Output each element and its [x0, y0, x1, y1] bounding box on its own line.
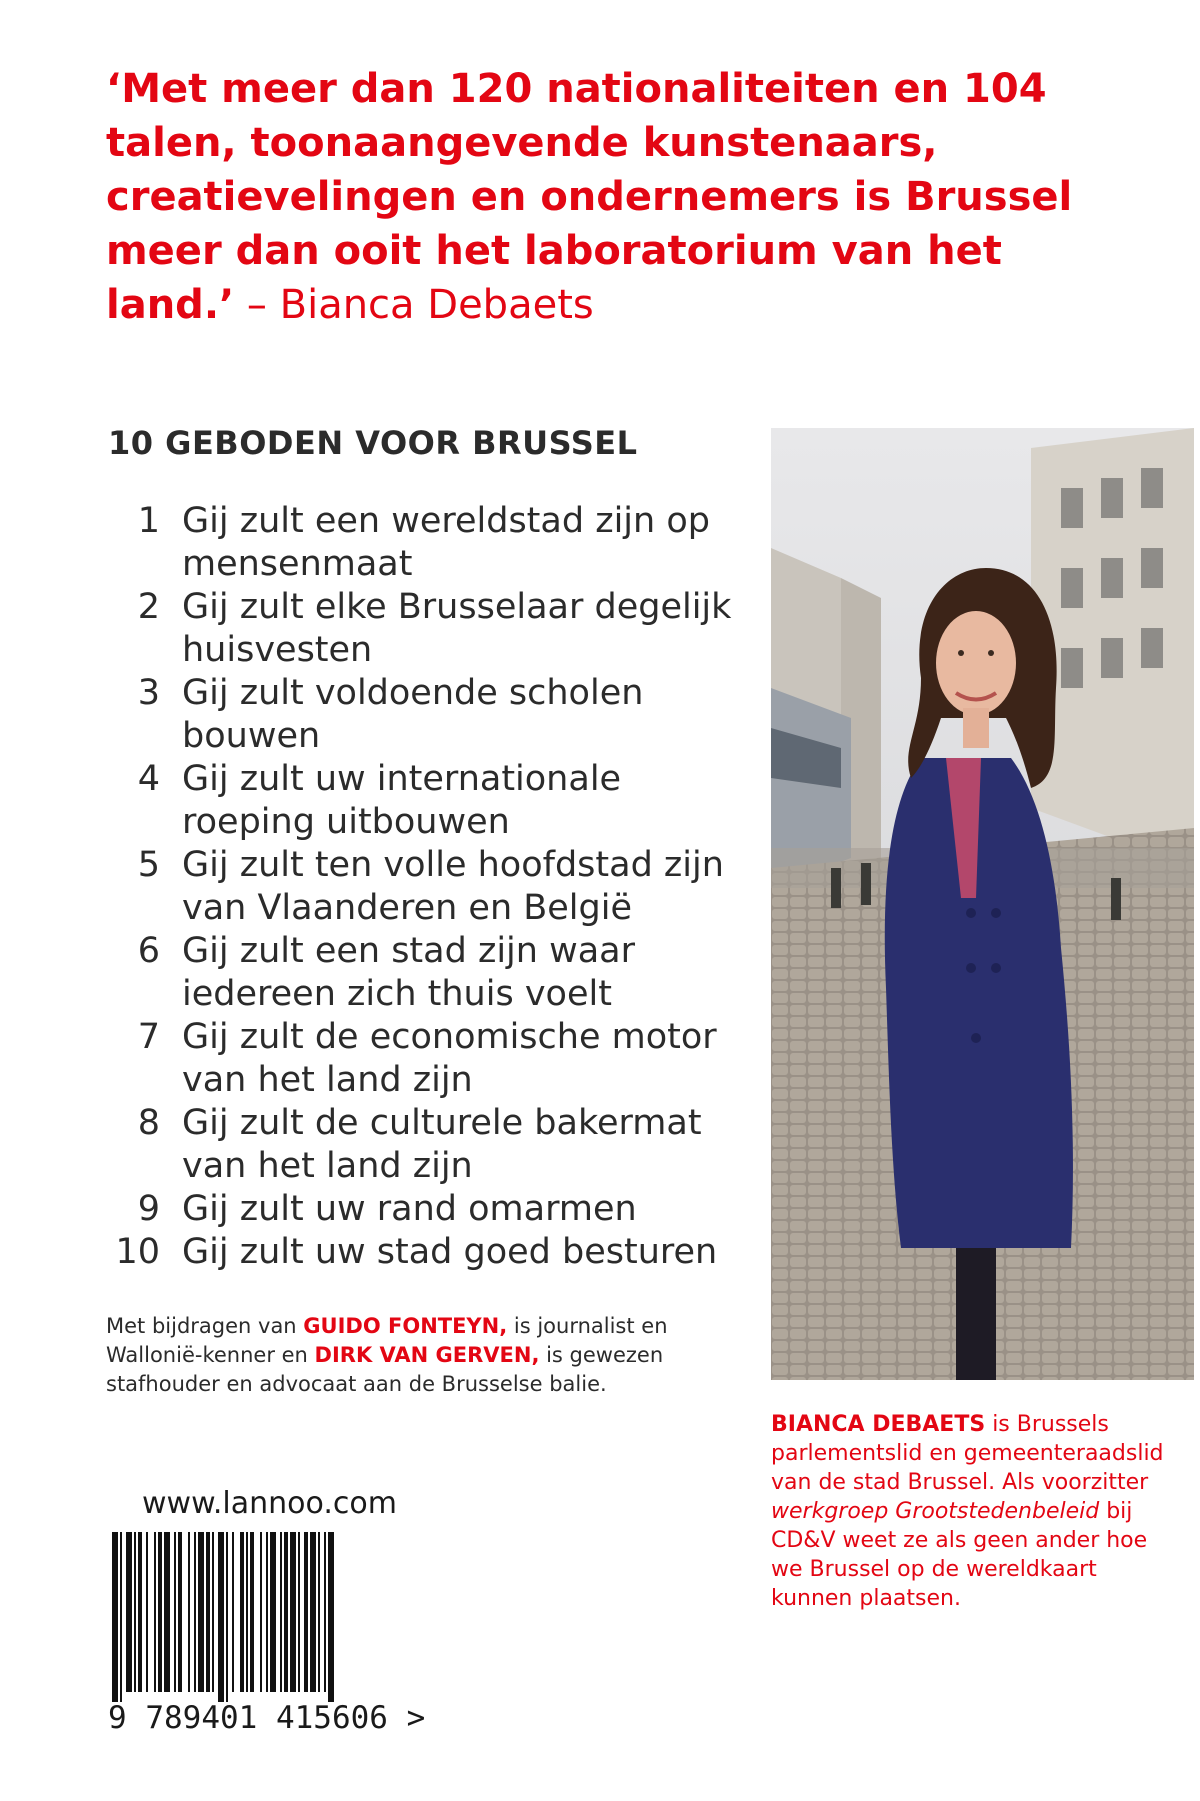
- item-number: 7: [137, 1017, 160, 1057]
- publisher-website: www.lannoo.com: [142, 1486, 397, 1521]
- contributors-intro: Met bijdragen van: [106, 1314, 304, 1338]
- list-item: [108, 930, 748, 1016]
- barcode-bar: [194, 1532, 196, 1692]
- barcode-bar: [164, 1532, 170, 1692]
- commandments-title: 10 GEBODEN VOOR BRUSSEL: [108, 424, 638, 462]
- barcode-bar: [280, 1532, 282, 1692]
- contributor-desc-2: is gewezen stafhouder en advocaat aan de Brusselse balie.: [106, 1343, 664, 1396]
- barcode-bar: [250, 1532, 254, 1692]
- item-text: Gij zult een wereldstad zijn op mensenmaat: [182, 501, 710, 584]
- item-text: Gij zult de economische motor van het land zijn: [182, 1017, 717, 1100]
- barcode-bar: [270, 1532, 276, 1692]
- item-number: 5: [137, 845, 160, 885]
- item-text: Gij zult uw rand omarmen: [182, 1189, 637, 1229]
- barcode-bar: [188, 1532, 190, 1692]
- item-text: Gij zult voldoende scholen bouwen: [182, 673, 644, 756]
- list-item: [108, 758, 748, 844]
- list-item: [108, 1188, 748, 1231]
- contributor-name-2: DIRK VAN GERVEN,: [314, 1343, 540, 1367]
- contributor-name-1: GUIDO FONTEYN,: [303, 1314, 508, 1338]
- quote-author: – Bianca Debaets: [234, 282, 594, 328]
- item-text: Gij zult ten volle hoofdstad zijn van Vlaanderen en België: [182, 845, 724, 928]
- author-bio-text-1: is Brussels parlementslid en gemeenteraadslid van de stad Brussel. Als voorzitter: [771, 1412, 1164, 1495]
- barcode-bar: [290, 1532, 296, 1692]
- barcode-bar: [126, 1532, 132, 1692]
- barcode-bar: [138, 1532, 142, 1692]
- item-number: 3: [137, 673, 160, 713]
- barcode-bar: [328, 1532, 334, 1702]
- item-number: 1: [137, 501, 160, 541]
- item-text: Gij zult uw internationale roeping uitbouwen: [182, 759, 622, 842]
- barcode-bar: [178, 1532, 182, 1692]
- list-item: [108, 500, 748, 586]
- barcode-bar: [318, 1532, 320, 1692]
- barcode-bar: [112, 1532, 118, 1702]
- barcode-bar: [120, 1532, 122, 1702]
- author-bio: [771, 1410, 1171, 1613]
- list-item: [108, 672, 748, 758]
- list-item: [108, 1016, 748, 1102]
- item-number: 2: [137, 587, 160, 627]
- item-number: 8: [137, 1103, 160, 1143]
- commandments-list: [108, 500, 748, 1274]
- author-bio-italic: werkgroep Grootstedenbeleid: [771, 1499, 1100, 1524]
- contributors-note: [106, 1312, 706, 1399]
- barcode-bar: [154, 1532, 156, 1692]
- barcode-bar: [206, 1532, 210, 1692]
- item-text: Gij zult een stad zijn waar iedereen zich thuis voelt: [182, 931, 635, 1014]
- isbn-number: 9 789401 415606 >: [108, 1700, 426, 1736]
- barcode-bar: [266, 1532, 268, 1692]
- barcode-bar: [304, 1532, 308, 1692]
- list-item: [108, 586, 748, 672]
- item-text: Gij zult de culturele bakermat van het land zijn: [182, 1103, 702, 1186]
- item-number: 4: [137, 759, 160, 799]
- quote-text: ‘Met meer dan 120 nationaliteiten en 104 talen, toonaangevende kunstenaars, creatievelingen en ondernemers is Brussel meer dan ooit het laboratorium van het land.’: [106, 66, 1073, 328]
- item-text: Gij zult elke Brusselaar degelijk huisvesten: [182, 587, 732, 670]
- barcode-bar: [284, 1532, 288, 1692]
- list-item: [108, 1231, 748, 1274]
- barcode-bar: [218, 1532, 224, 1702]
- author-photo-illustration: [771, 428, 1194, 1380]
- barcode-bar: [158, 1532, 162, 1692]
- item-number: 9: [137, 1189, 160, 1229]
- barcode-bar: [174, 1532, 176, 1692]
- contributor-desc-1: is journalist en Wallonië-kenner en: [106, 1314, 668, 1367]
- barcode-image: [104, 1532, 464, 1702]
- item-text: Gij zult uw stad goed besturen: [182, 1232, 718, 1272]
- list-item: [108, 1102, 748, 1188]
- barcode-bar: [198, 1532, 204, 1692]
- barcode-bar: [298, 1532, 300, 1692]
- barcode-bar: [232, 1532, 234, 1692]
- barcode-bar: [246, 1532, 248, 1692]
- barcode-bar: [212, 1532, 214, 1692]
- barcode-bar: [310, 1532, 316, 1692]
- item-number: 10: [115, 1232, 160, 1272]
- barcode-bar: [240, 1532, 244, 1692]
- author-photo: [771, 428, 1194, 1380]
- barcode-bar: [226, 1532, 228, 1702]
- back-cover-quote: [106, 62, 1106, 332]
- author-name: BIANCA DEBAETS: [771, 1412, 986, 1437]
- barcode-bar: [324, 1532, 326, 1692]
- barcode-bar: [134, 1532, 136, 1692]
- barcode-bar: [260, 1532, 262, 1692]
- barcode-bar: [146, 1532, 148, 1692]
- author-bio-text-2: bij CD&V weet ze als geen ander hoe we Brussel op de wereldkaart kunnen plaatsen.: [771, 1499, 1148, 1611]
- list-item: [108, 844, 748, 930]
- item-number: 6: [137, 931, 160, 971]
